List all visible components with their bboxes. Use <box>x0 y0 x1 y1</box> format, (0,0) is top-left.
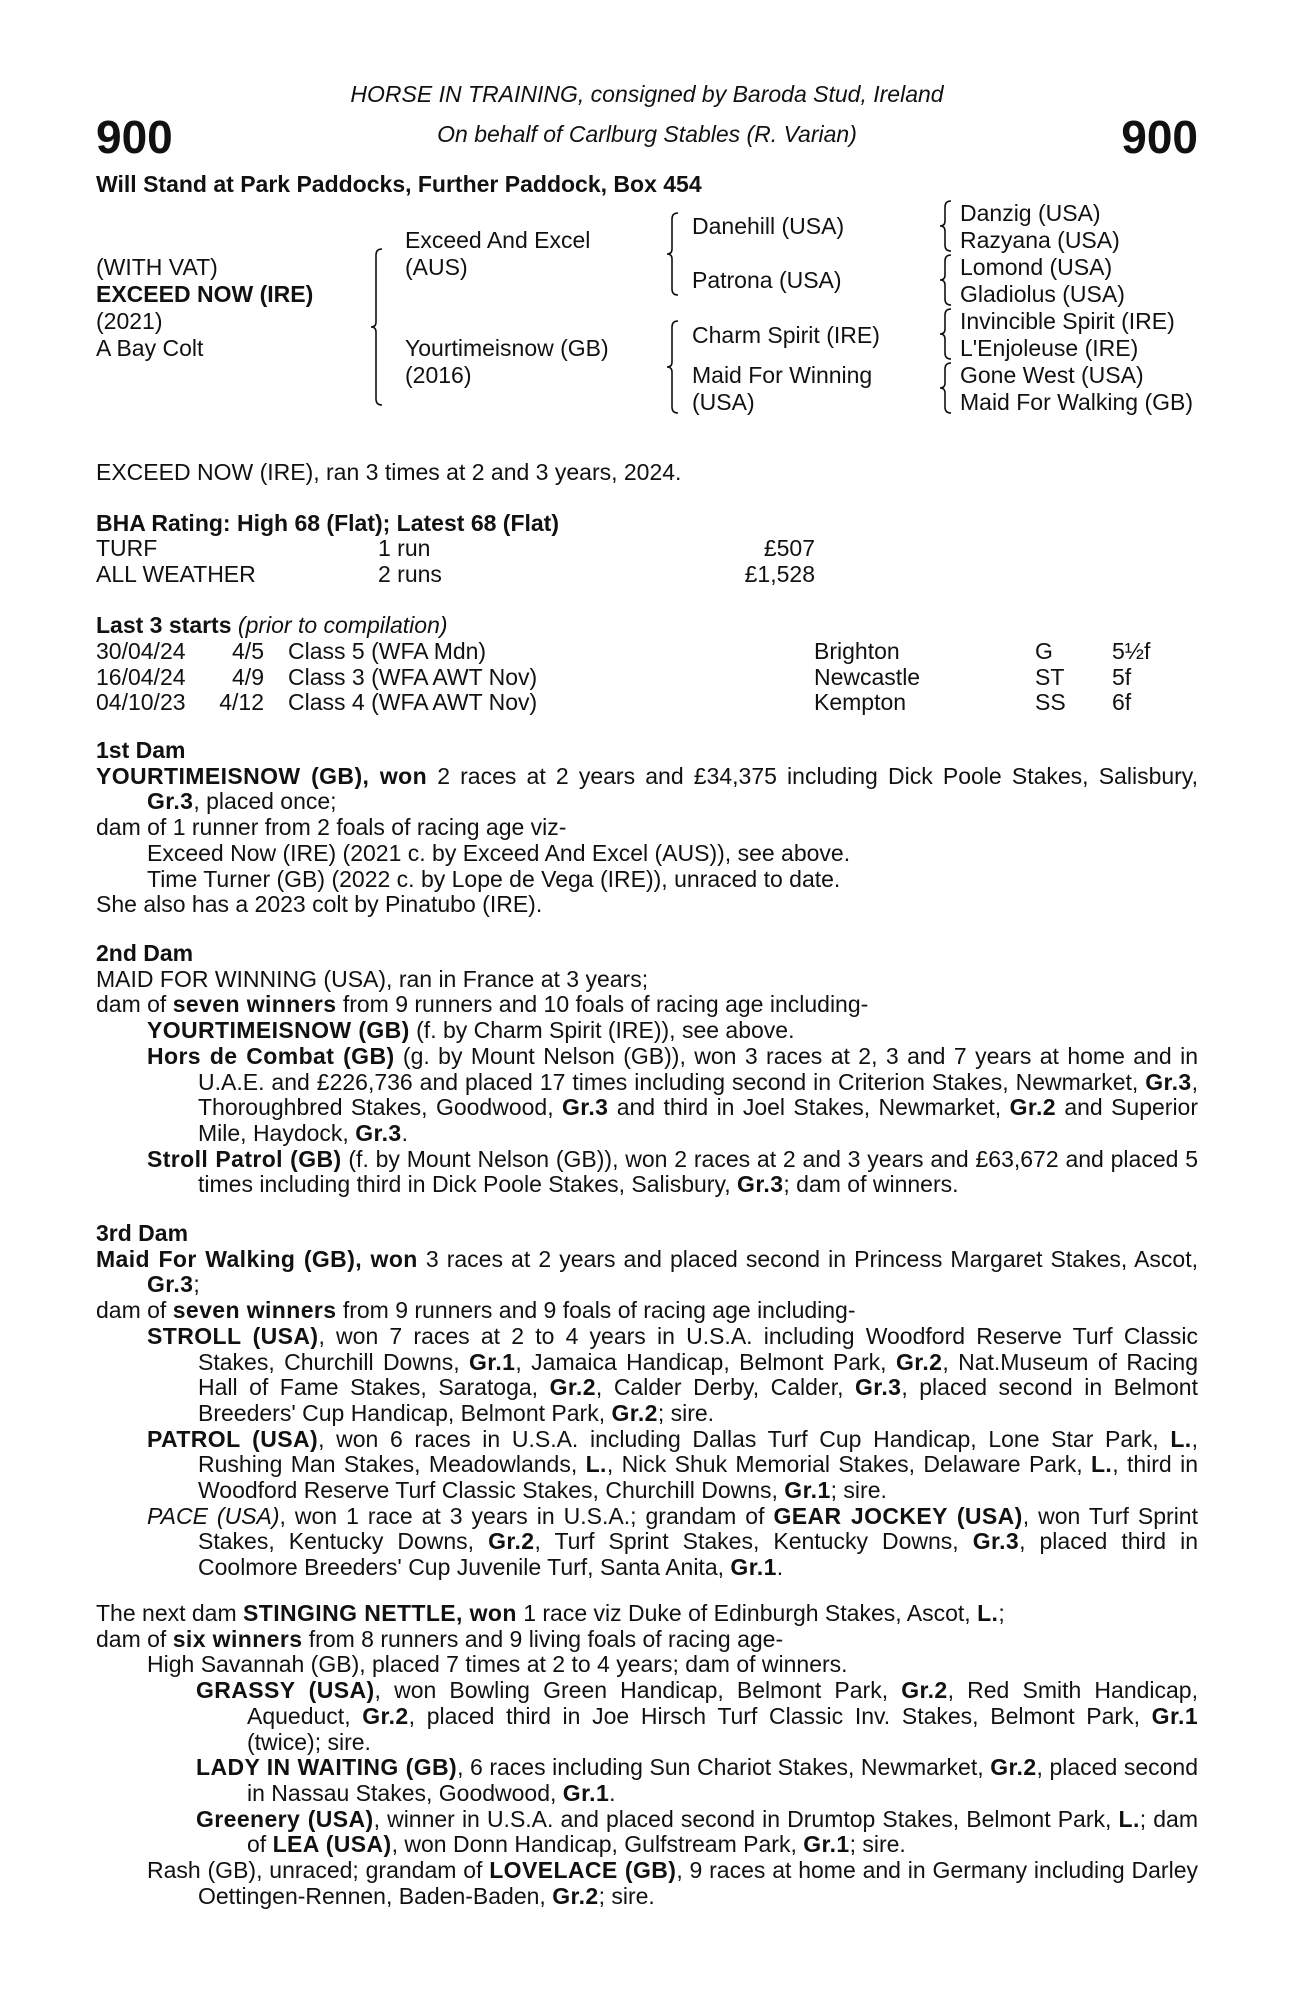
section-heading: 2nd Dam <box>96 940 194 966</box>
bold-text: Greenery (USA) <box>196 1805 374 1832</box>
pedigree-paragraph <box>96 1755 1198 1806</box>
bold-text: GRASSY (USA) <box>196 1677 375 1704</box>
rating-aw-surface: ALL WEATHER <box>96 561 256 587</box>
next-dam-section <box>96 1601 1198 1909</box>
start-pos: 4/5 <box>232 638 264 664</box>
text: ; <box>193 1271 200 1298</box>
text: , placed second in Belmont Breeders' Cup Handicap, Belmont Park, <box>198 1374 1198 1426</box>
pedigree-paragraph <box>96 1652 1198 1678</box>
start-course: Newcastle <box>814 663 921 690</box>
pedigree-paragraph <box>96 1427 1198 1504</box>
pedigree-paragraph <box>96 892 1198 918</box>
start-going: G <box>1035 638 1053 664</box>
text: , won Donn Handicap, Gulfstream Park, <box>391 1831 804 1858</box>
bold-text: Gr.3 <box>1145 1068 1192 1095</box>
sire-sire: Danehill (USA) <box>692 213 845 239</box>
text: . <box>401 1119 408 1146</box>
text: , Calder Derby, Calder, <box>595 1374 855 1401</box>
bold-text: Gr.2 <box>362 1702 409 1729</box>
pedigree-paragraph <box>96 764 1198 815</box>
bold-text: Gr.1 <box>803 1831 850 1858</box>
pedigree-paragraph <box>96 1678 1198 1755</box>
bold-text: Gr.2 <box>990 1754 1037 1781</box>
text: (f. by Mount Nelson (GB)), won 2 races at 2 and 3 years and £63,672 and placed 5 times including third in Dick Poole Stakes, Salisbury, <box>198 1145 1198 1198</box>
bold-text: Gr.1 <box>469 1348 516 1375</box>
bold-text: Gr.2 <box>549 1374 596 1401</box>
gen3-2: Razyana (USA) <box>960 227 1120 253</box>
text: ; dam of winners. <box>783 1171 959 1198</box>
section-heading: 3rd Dam <box>96 1220 189 1246</box>
pedigree-paragraph <box>96 841 1198 867</box>
start-date: 30/04/24 <box>96 638 186 664</box>
text: ; sire. <box>849 1831 906 1858</box>
text: dam of <box>96 1625 173 1652</box>
consignor-line: HORSE IN TRAINING, consigned by Baroda Stud, Ireland <box>350 81 944 107</box>
bold-text: Gr.2 <box>895 1348 943 1375</box>
pedigree-brace-icon <box>666 212 680 296</box>
third-dam-section <box>96 1221 1198 1581</box>
bold-text: Gr.1 <box>562 1779 610 1806</box>
bold-text: LEA (USA) <box>272 1831 392 1858</box>
horse-description: A Bay Colt <box>96 335 204 361</box>
starts-heading <box>96 613 448 639</box>
start-date: 04/10/23 <box>96 689 186 716</box>
pedigree-brace-icon <box>939 200 953 252</box>
text: ; sire. <box>657 1399 715 1426</box>
pedigree-paragraph <box>96 1247 1198 1298</box>
horse-name: EXCEED NOW (IRE) <box>96 281 314 307</box>
start-dist: 5½f <box>1112 638 1151 664</box>
bold-text: GEAR JOCKEY (USA) <box>773 1502 1023 1529</box>
bold-text: YOURTIMEISNOW (GB), won <box>96 762 428 789</box>
text: ; dam of <box>247 1805 1198 1858</box>
pedigree-paragraph <box>96 1504 1198 1581</box>
text: (g. by Mount Nelson (GB)), won 3 races at 2, 3 and 7 years at home and in U.A.E. and £226,736 and placed 17 times including second in Criterion Stakes, Newmarket, <box>198 1042 1198 1095</box>
text: , Thoroughbred Stakes, Goodwood, <box>198 1068 1198 1121</box>
gen3-8: Maid For Walking (GB) <box>960 389 1194 415</box>
text: , placed third in Coolmore Breeders' Cup Juvenile Turf, Santa Anita, <box>198 1528 1198 1581</box>
text: , Turf Sprint Stakes, Kentucky Downs, <box>534 1528 973 1555</box>
bold-text: Gr.1 <box>1151 1702 1199 1729</box>
text: , won 7 races at 2 to 4 years in U.S.A. including Woodford Reserve Turf Classic Stakes, Churchill Downs, <box>198 1322 1198 1375</box>
text: dam of <box>96 1297 173 1324</box>
pedigree-paragraph <box>96 815 1198 841</box>
text: , Nat.Museum of Racing Hall of Fame Stakes, Saratoga, <box>198 1348 1198 1401</box>
bold-text: YOURTIMEISNOW (GB) <box>147 1017 410 1044</box>
bold-text: STINGING NETTLE, won <box>243 1600 517 1626</box>
bold-text: Gr.1 <box>730 1554 777 1581</box>
bold-text: L. <box>1170 1425 1192 1452</box>
start-dist: 6f <box>1112 689 1132 716</box>
start-date: 16/04/24 <box>96 663 186 690</box>
rating-turf-prize: £507 <box>763 535 815 561</box>
pedigree-brace-icon <box>666 320 680 414</box>
text: Time Turner (GB) (2022 c. by Lope de Vega (IRE)), unraced to date. <box>147 865 841 892</box>
text: 1 race viz Duke of Edinburgh Stakes, Ascot, <box>516 1600 978 1626</box>
bold-text: PATROL (USA) <box>147 1425 319 1452</box>
text: , won Bowling Green Handicap, Belmont Park, <box>374 1677 902 1704</box>
foaling-year: (2021) <box>96 308 163 334</box>
gen3-4: Gladiolus (USA) <box>960 281 1125 307</box>
starts-title: Last 3 starts <box>96 612 232 638</box>
bold-text: Gr.3 <box>855 1374 902 1401</box>
text: The next dam <box>96 1600 244 1626</box>
text: , Jamaica Handicap, Belmont Park, <box>515 1348 896 1375</box>
bold-text: L. <box>977 1600 999 1626</box>
text: , third in Woodford Reserve Turf Classic Stakes, Churchill Downs, <box>198 1451 1198 1504</box>
bold-text: Hors de Combat (GB) <box>147 1042 395 1069</box>
text: dam of <box>96 991 173 1018</box>
pedigree-paragraph <box>96 1858 1198 1909</box>
dam-sire: Charm Spirit (IRE) <box>692 322 880 348</box>
text: from 9 runners and 10 foals of racing age including- <box>336 991 869 1018</box>
bold-text: L. <box>1090 1451 1113 1478</box>
lot-number-left: 900 <box>96 111 173 163</box>
bold-text: Gr.3 <box>737 1171 784 1198</box>
text: , Rushing Man Stakes, Meadowlands, <box>198 1425 1198 1478</box>
start-going: ST <box>1035 663 1065 690</box>
vat-note: (WITH VAT) <box>96 254 218 280</box>
pedigree-paragraph <box>96 1601 1198 1627</box>
start-dist: 5f <box>1112 663 1132 690</box>
text: from 8 runners and 9 living foals of racing age- <box>302 1625 784 1652</box>
text: from 9 runners and 9 foals of racing age including- <box>336 1297 856 1324</box>
bold-text: Gr.1 <box>784 1477 831 1504</box>
bold-text: LOVELACE (GB) <box>489 1857 677 1884</box>
section-heading: 1st Dam <box>96 737 186 763</box>
pedigree-paragraph <box>96 967 1198 993</box>
pedigree-paragraph <box>96 1147 1198 1198</box>
bold-text: Gr.2 <box>901 1677 948 1704</box>
pedigree-paragraph <box>96 1018 1198 1044</box>
race-summary: EXCEED NOW (IRE), ran 3 times at 2 and 3 years, 2024. <box>96 459 682 485</box>
bold-text: Gr.2 <box>611 1399 658 1426</box>
pedigree-paragraph <box>96 1044 1198 1147</box>
rating-title: BHA Rating: High 68 (Flat); Latest 68 (Flat) <box>96 510 559 536</box>
dam-dam: Maid For Winning <box>692 362 873 388</box>
start-race: Class 5 (WFA Mdn) <box>288 638 487 664</box>
pedigree-brace-icon <box>939 308 953 360</box>
bold-text: Gr.3 <box>147 788 194 815</box>
pedigree-paragraph <box>96 1298 1198 1324</box>
start-race: Class 3 (WFA AWT Nov) <box>288 663 538 690</box>
gen3-5: Invincible Spirit (IRE) <box>960 308 1175 334</box>
pedigree-brace-icon <box>939 362 953 414</box>
text: , Nick Shuk Memorial Stakes, Delaware Park, <box>606 1451 1091 1478</box>
bold-text: six winners <box>172 1625 303 1652</box>
gen3-7: Gone West (USA) <box>960 362 1144 388</box>
starts-note: (prior to compilation) <box>237 612 448 638</box>
text: Exceed Now (IRE) (2021 c. by Exceed And Excel (AUS)), see above. <box>147 839 851 866</box>
pedigree-brace-icon <box>370 248 384 406</box>
text: , won 1 race at 3 years in U.S.A.; grandam of <box>279 1502 774 1529</box>
text: and third in Joel Stakes, Newmarket, <box>608 1094 1010 1121</box>
text: . <box>776 1554 784 1581</box>
text: High Savannah (GB), placed 7 times at 2 to 4 years; dam of winners. <box>147 1651 848 1678</box>
text: (f. by Charm Spirit (IRE)), see above. <box>409 1017 795 1044</box>
location-line: Will Stand at Park Paddocks, Further Paddock, Box 454 <box>96 171 702 197</box>
text: ; sire. <box>598 1882 655 1909</box>
dam-dam-origin: (USA) <box>692 389 755 415</box>
bold-text: seven winners <box>172 991 337 1018</box>
start-pos: 4/9 <box>232 663 264 690</box>
bold-text: L. <box>1118 1805 1140 1832</box>
start-course: Kempton <box>814 689 907 716</box>
gen3-6: L'Enjoleuse (IRE) <box>960 335 1139 361</box>
rating-aw-prize: £1,528 <box>744 561 815 587</box>
text: ; sire. <box>830 1477 887 1504</box>
second-dam-section <box>96 941 1198 1198</box>
gen3-1: Danzig (USA) <box>960 200 1101 226</box>
bold-text: seven winners <box>172 1297 337 1324</box>
bold-text: Maid For Walking (GB), won <box>96 1245 418 1272</box>
sire-origin: (AUS) <box>405 254 468 280</box>
text: and Superior Mile, Haydock, <box>198 1094 1198 1146</box>
bold-text: STROLL (USA) <box>147 1322 319 1349</box>
bold-text: Gr.3 <box>561 1094 609 1121</box>
dam-name: Yourtimeisnow (GB) <box>405 335 609 361</box>
text: Rash (GB), unraced; grandam of <box>147 1857 490 1884</box>
bold-text: L. <box>585 1451 607 1478</box>
text: , winner in U.S.A. and placed second in Drumtop Stakes, Belmont Park, <box>373 1805 1119 1832</box>
gen3-3: Lomond (USA) <box>960 254 1113 280</box>
lot-number-right: 900 <box>1121 111 1198 163</box>
text: MAID FOR WINNING (USA), ran in France at 3 years; <box>96 965 649 992</box>
text: , 9 races at home and in Germany including Darley Oettingen-Rennen, Baden-Baden, <box>198 1857 1198 1909</box>
rating-turf-surface: TURF <box>96 535 158 561</box>
text: dam of 1 runner from 2 foals of racing age viz- <box>96 814 567 841</box>
on-behalf-line: On behalf of Carlburg Stables (R. Varian) <box>437 121 857 147</box>
dam-year: (2016) <box>405 362 472 388</box>
text: , won 6 races in U.S.A. including Dallas Turf Cup Handicap, Lone Star Park, <box>318 1425 1171 1452</box>
start-course: Brighton <box>814 638 900 664</box>
pedigree-paragraph <box>96 1807 1198 1858</box>
first-dam-section <box>96 738 1198 918</box>
text: , placed third in Joe Hirsch Turf Classic Inv. Stakes, Belmont Park, <box>408 1702 1152 1729</box>
text: , placed once; <box>193 788 337 815</box>
pedigree-brace-icon <box>939 254 953 306</box>
sire-name: Exceed And Excel <box>405 227 591 253</box>
bold-text: Gr.3 <box>147 1271 194 1298</box>
pedigree-paragraph <box>96 992 1198 1018</box>
bold-text: Gr.3 <box>972 1528 1020 1555</box>
pedigree-paragraph <box>96 1324 1198 1427</box>
text: , placed second in Nassau Stakes, Goodwood, <box>247 1754 1198 1806</box>
text: 3 races at 2 years and placed second in Princess Margaret Stakes, Ascot, <box>417 1245 1198 1272</box>
start-race: Class 4 (WFA AWT Nov) <box>288 689 538 716</box>
bold-text: Gr.3 <box>355 1119 402 1146</box>
start-going: SS <box>1035 689 1066 716</box>
pedigree-paragraph <box>96 867 1198 893</box>
rating-aw-runs: 2 runs <box>378 561 442 587</box>
bold-text: LADY IN WAITING (GB) <box>196 1754 458 1781</box>
text: , Red Smith Handicap, Aqueduct, <box>247 1677 1198 1729</box>
bold-text: Gr.2 <box>1009 1094 1056 1121</box>
text: . <box>609 1779 616 1806</box>
text: , 6 races including Sun Chariot Stakes, Newmarket, <box>457 1754 991 1781</box>
italic-text: PACE (USA) <box>147 1502 280 1529</box>
text: 2 races at 2 years and £34,375 including Dick Poole Stakes, Salisbury, <box>427 762 1198 789</box>
pedigree-paragraph <box>96 1627 1198 1653</box>
text: (twice); sire. <box>247 1728 371 1755</box>
text: She also has a 2023 colt by Pinatubo (IRE). <box>96 891 543 918</box>
bold-text: Gr.2 <box>552 1882 599 1909</box>
rating-turf-runs: 1 run <box>378 535 431 561</box>
sire-dam: Patrona (USA) <box>692 267 842 293</box>
text: , won Turf Sprint Stakes, Kentucky Downs, <box>198 1502 1198 1555</box>
text: ; <box>998 1600 1005 1626</box>
start-pos: 4/12 <box>219 689 264 716</box>
bold-text: Stroll Patrol (GB) <box>147 1145 342 1172</box>
bold-text: Gr.2 <box>488 1528 535 1555</box>
